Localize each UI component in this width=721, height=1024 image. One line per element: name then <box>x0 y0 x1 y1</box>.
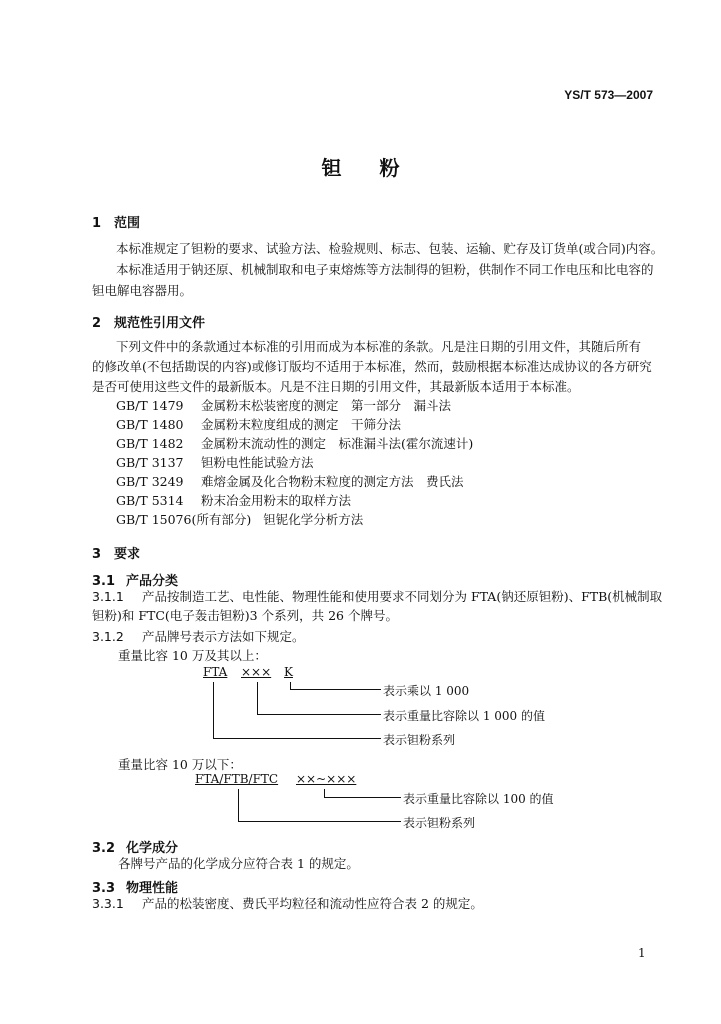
reference-title: 金属粉末松装密度的测定 第一部分 漏斗法 <box>201 398 452 413</box>
reference-item <box>116 490 351 511</box>
diagram-2-connector <box>238 789 239 822</box>
section-1-title: 范围 <box>114 216 141 231</box>
diagram-2-connector <box>324 797 401 798</box>
clause-3-1-1-number: 3.1.1 <box>92 589 124 604</box>
section-3-heading <box>92 543 140 562</box>
diagram-1-connector <box>257 682 258 714</box>
subsection-3-1-title: 产品分类 <box>126 574 179 589</box>
clause-3-3-1-number: 3.3.1 <box>92 896 124 911</box>
reference-code: GB/T 1480 <box>116 417 184 432</box>
reference-code: GB/T 15076(所有部分) <box>116 512 252 527</box>
clause-3-1-2-text: 产品牌号表示方法如下规定。 <box>142 629 305 644</box>
clause-3-3-1 <box>92 893 483 914</box>
section-2-paragraph-line-2: 的修改单(不包括勘误的内容)或修订版均不适用于本标准，然而，鼓励根据本标准达成协议的各方研究 <box>92 359 652 374</box>
reference-code: GB/T 1482 <box>116 436 184 451</box>
reference-title: 钽铌化学分析方法 <box>263 512 364 527</box>
diagram-1-label-capacity: 表示重量比容除以 1 000 的值 <box>383 709 545 723</box>
reference-title: 粉末冶金用粉末的取样方法 <box>201 493 352 508</box>
diagram-1-code-series: FTA <box>203 665 228 679</box>
diagram-2-intro: 重量比容 10 万以下： <box>118 757 242 772</box>
standard-code: YS/T 573—2007 <box>564 88 653 102</box>
section-2-heading <box>92 312 205 331</box>
reference-code: GB/T 3249 <box>116 474 184 489</box>
diagram-1-connector <box>213 682 214 738</box>
subsection-3-3-number: 3.3 <box>92 881 116 896</box>
subsection-3-3-title: 物理性能 <box>126 881 179 896</box>
clause-3-1-1-text: 产品按制造工艺、电性能、物理性能和使用要求不同划分为 FTA(钠还原钽粉)、FTB(机械制取 <box>142 589 663 604</box>
subsection-3-2-title: 化学成分 <box>126 841 179 856</box>
reference-title: 钽粉电性能试验方法 <box>201 455 314 470</box>
section-1-paragraph-1: 本标准规定了钽粉的要求、试验方法、检验规则、标志、包装、运输、贮存及订货单(或合同)内容。 <box>116 241 664 256</box>
section-2-paragraph-line-1: 下列文件中的条款通过本标准的引用而成为本标准的条款。凡是注日期的引用文件，其随后所有 <box>116 339 642 354</box>
diagram-2-code-capacity: ××~××× <box>296 772 357 786</box>
reference-code: GB/T 3137 <box>116 455 184 470</box>
section-2-paragraph-line-3: 是否可使用这些文件的最新版本。凡是不注日期的引用文件，其最新版本适用于本标准。 <box>92 379 580 394</box>
section-1-paragraph-2-line-2: 钽电解电容器用。 <box>92 283 193 298</box>
reference-code: GB/T 1479 <box>116 398 184 413</box>
clause-3-3-1-text: 产品的松装密度、费氏平均粒径和流动性应符合表 2 的规定。 <box>142 896 483 911</box>
diagram-1-intro: 重量比容 10 万及其以上： <box>118 648 267 663</box>
diagram-2-connector <box>238 821 401 822</box>
section-3-title: 要求 <box>114 547 141 562</box>
reference-title: 金属粉末粒度组成的测定 干筛分法 <box>201 417 402 432</box>
reference-item <box>116 509 363 530</box>
subsection-3-1-number: 3.1 <box>92 574 116 589</box>
reference-title: 金属粉末流动性的测定 标准漏斗法(霍尔流速计) <box>201 436 474 451</box>
section-1-number: 1 <box>92 216 102 231</box>
section-1-heading <box>92 212 140 231</box>
diagram-1-connector <box>213 738 381 739</box>
diagram-2-code-series: FTA/FTB/FTC <box>195 772 279 786</box>
clause-3-1-1-line-2: 钽粉)和 FTC(电子轰击钽粉)3 个系列，共 26 个牌号。 <box>92 608 398 623</box>
reference-item <box>116 433 473 454</box>
page-title: 钽粉 <box>321 156 438 180</box>
diagram-1-code-capacity: ××× <box>241 665 272 679</box>
reference-item <box>116 414 401 435</box>
page-number: 1 <box>638 946 646 960</box>
reference-item <box>116 471 464 492</box>
diagram-2-label-series: 表示钽粉系列 <box>403 816 476 830</box>
section-3-number: 3 <box>92 547 102 562</box>
reference-item <box>116 395 451 416</box>
diagram-1-code-multiplier: K <box>284 665 293 679</box>
subsection-3-2-number: 3.2 <box>92 841 116 856</box>
clause-3-1-2-number: 3.1.2 <box>92 629 124 644</box>
section-1-paragraph-2-line-1: 本标准适用于钠还原、机械制取和电子束熔炼等方法制得的钽粉，供制作不同工作电压和比电容的 <box>116 262 654 277</box>
section-2-title: 规范性引用文件 <box>114 316 206 331</box>
reference-title: 难熔金属及化合物粉末粒度的测定方法 费氏法 <box>201 474 464 489</box>
clause-3-1-2 <box>92 626 305 647</box>
clause-3-1-1-line-1 <box>92 586 662 607</box>
diagram-1-label-multiplier: 表示乘以 1 000 <box>383 684 470 698</box>
diagram-1-connector <box>257 714 381 715</box>
section-2-number: 2 <box>92 316 102 331</box>
diagram-1-connector <box>290 689 381 690</box>
reference-code: GB/T 5314 <box>116 493 184 508</box>
subsection-3-2-paragraph: 各牌号产品的化学成分应符合表 1 的规定。 <box>118 856 359 871</box>
diagram-2-label-capacity: 表示重量比容除以 100 的值 <box>403 792 554 806</box>
reference-item <box>116 452 314 473</box>
diagram-1-label-series: 表示钽粉系列 <box>383 733 456 747</box>
